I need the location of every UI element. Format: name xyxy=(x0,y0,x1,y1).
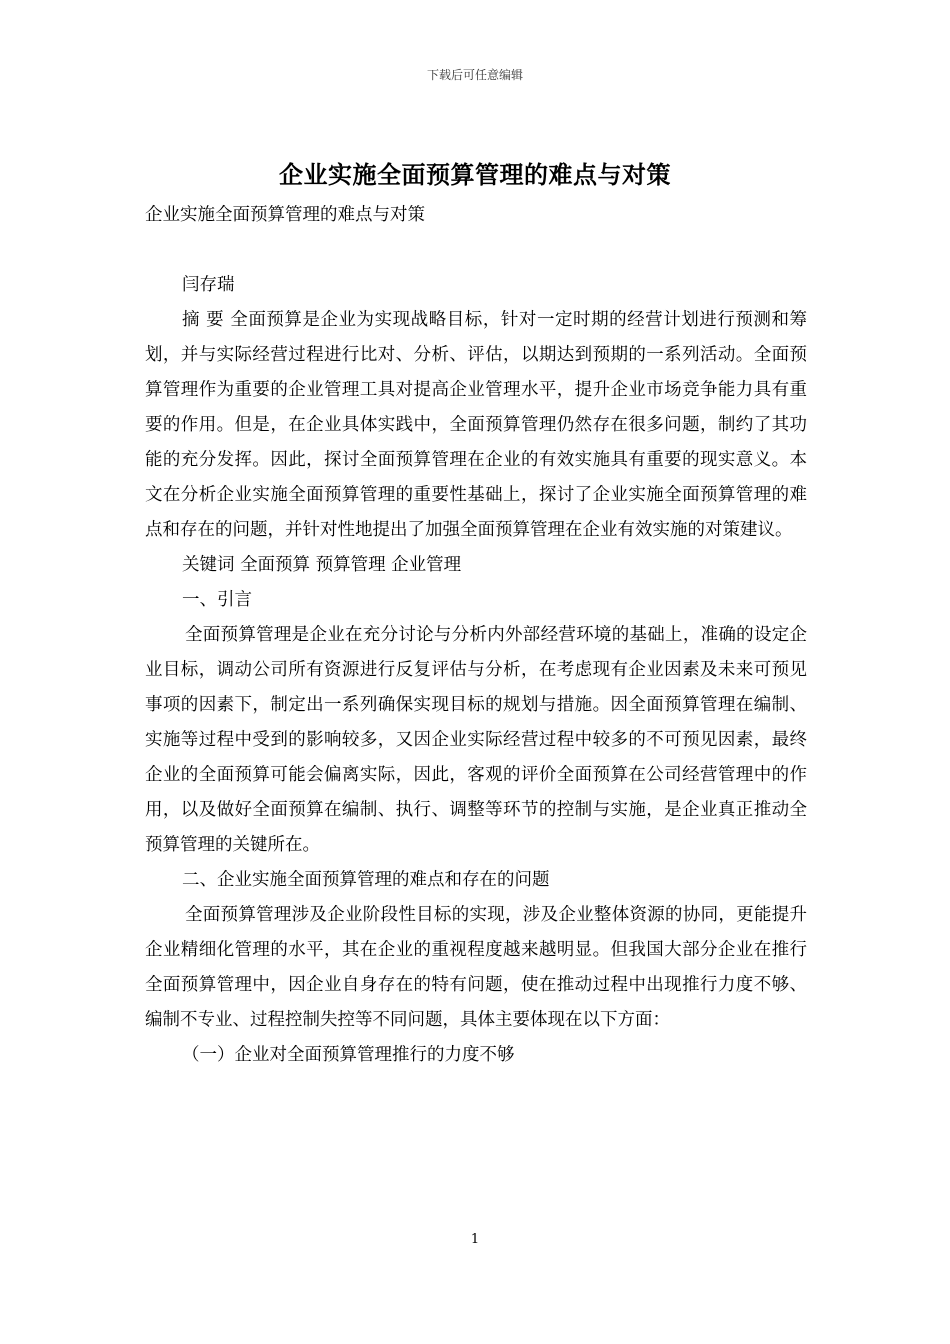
keywords-line: 关键词 全面预算 预算管理 企业管理 xyxy=(182,555,462,575)
document-body xyxy=(145,198,807,1073)
spacer xyxy=(145,233,807,268)
section-heading-intro: 一、引言 xyxy=(182,590,252,610)
header-note: 下载后可任意编辑 xyxy=(426,68,523,82)
abstract-paragraph: 摘 要 全面预算是企业为实现战略目标，针对一定时期的经营计划进行预测和筹划，并与实际经营过程进行比对、分析、评估，以期达到预期的一系列活动。全面预算管理作为重要的企业管理工具对提高企业管理水平，提升企业市场竞争能力具有重要的作用。但是，在企业具体实践中，全面预算管理仍然存在很多问题，制约了其功能的充分发挥。因此，探讨全面预算管理在企业的有效实施具有重要的现实意义。本文在分析企业实施全面预算管理的重要性基础上，探讨了企业实施全面预算管理的难点和存在的问题，并针对性地提出了加强全面预算管理在企业有效实施的对策建议。 xyxy=(145,310,807,540)
document-subtitle: 企业实施全面预算管理的难点与对策 xyxy=(145,205,425,225)
subsection-heading-1: （一）企业对全面预算管理推行的力度不够 xyxy=(182,1045,515,1065)
intro-paragraph: 全面预算管理是企业在充分讨论与分析内外部经营环境的基础上，准确的设定企业目标，调动公司所有资源进行反复评估与分析，在考虑现有企业因素及未来可预见事项的因素下，制定出一系列确保实现目标的规划与措施。因全面预算管理在编制、实施等过程中受到的影响较多，又因企业实际经营过程中较多的不可预见因素，最终企业的全面预算可能会偏离实际，因此，客观的评价全面预算在公司经营管理中的作用，以及做好全面预算在编制、执行、调整等环节的控制与实施，是企业真正推动全预算管理的关键所在。 xyxy=(145,625,807,855)
problems-paragraph: 全面预算管理涉及企业阶段性目标的实现，涉及企业整体资源的协同，更能提升企业精细化管理的水平，其在企业的重视程度越来越明显。但我国大部分企业在推行全面预算管理中，因企业自身存在的特有问题，使在推动过程中出现推行力度不够、编制不专业、过程控制失控等不同问题，具体主要体现在以下方面： xyxy=(145,905,807,1030)
page-number: 1 xyxy=(470,1232,480,1247)
document-title: 企业实施全面预算管理的难点与对策 xyxy=(279,160,671,189)
section-heading-problems: 二、企业实施全面预算管理的难点和存在的问题 xyxy=(182,870,550,890)
author-line: 闫存瑞 xyxy=(182,275,235,295)
